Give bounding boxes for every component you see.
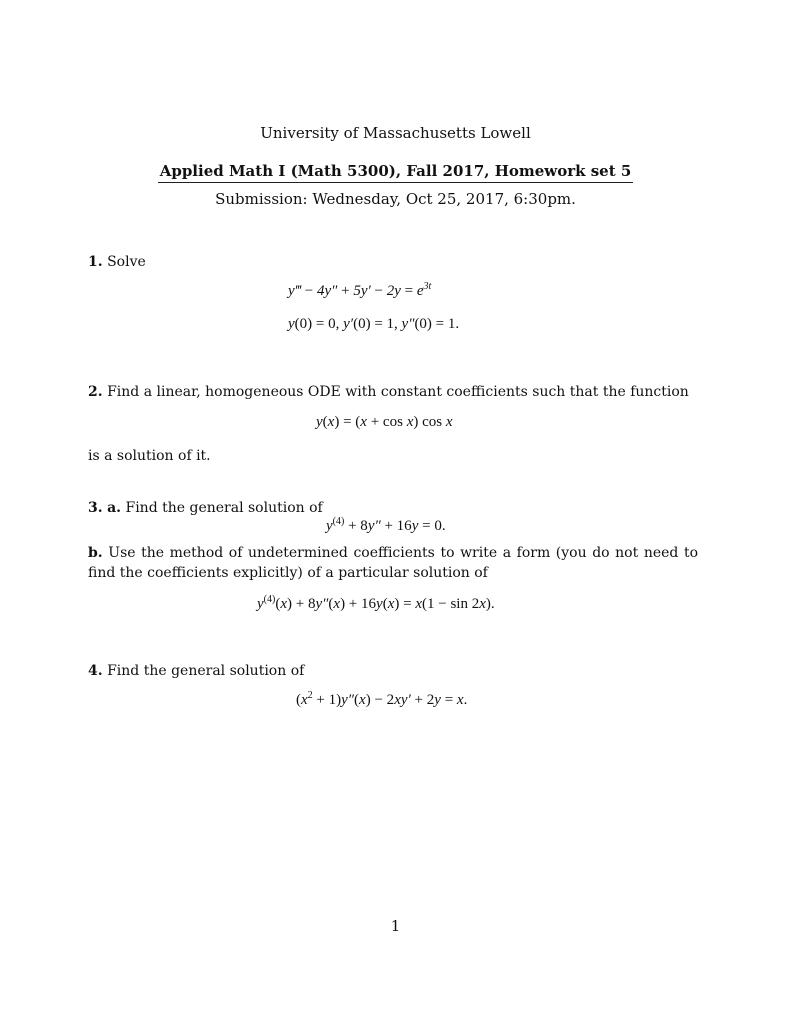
- problem-2-text: Find a linear, homogeneous ODE with constant coefficients such that the function: [107, 384, 689, 400]
- problem-3b-label: b.: [88, 545, 103, 561]
- problem-2-after-text: is a solution of it.: [88, 448, 211, 464]
- problem-3a-label: a.: [107, 500, 122, 516]
- problem-4-number: 4.: [88, 663, 103, 679]
- page-number: 1: [390, 917, 401, 935]
- problem-3-number: 3.: [88, 500, 103, 516]
- problem-3a-prompt: [88, 500, 323, 516]
- problem-4-text: Find the general solution of: [107, 663, 305, 679]
- problem-3b-text: Use the method of undetermined coefficients to write a form (you do not need to find the coefficients explicitly) of a particular solution of: [88, 545, 698, 581]
- problem-3a-equation: $y^{(4)} + 8y'' + 16y = 0$.: [326, 516, 446, 534]
- course-title-wrap: [0, 161, 791, 183]
- problem-4-equation: $(x^2 + 1)y''(x) - 2xy' + 2y = x$.: [296, 690, 468, 708]
- problem-1-prompt: [88, 254, 146, 270]
- problem-1-initial-conditions: y(0) = 0, y′(0) = 1, y″(0) = 1.: [288, 316, 460, 332]
- course-title: Applied Math I (Math 5300), Fall 2017, Homework set 5: [158, 162, 634, 183]
- problem-3b-prompt: [88, 543, 698, 583]
- problem-2-number: 2.: [88, 384, 103, 400]
- university-name: University of Massachusetts Lowell: [260, 124, 531, 142]
- submission-date: Submission: Wednesday, Oct 25, 2017, 6:30pm.: [215, 190, 576, 208]
- problem-3a-text: Find the general solution of: [125, 500, 323, 516]
- problem-4-prompt: [88, 663, 304, 679]
- problem-2-function: y(x) = (x + cos x) cos x: [316, 414, 453, 430]
- problem-1-text: Solve: [107, 254, 146, 270]
- problem-3b-equation: $y^{(4)}(x) + 8y''(x) + 16y(x) = x(1 - \sin 2x)$.: [257, 594, 495, 612]
- problem-2-prompt: [88, 384, 689, 400]
- problem-1-number: 1.: [88, 254, 103, 270]
- problem-1-equation: y‴ − $4y'' + 5y' - 2y = e^{3t}$: [288, 281, 432, 299]
